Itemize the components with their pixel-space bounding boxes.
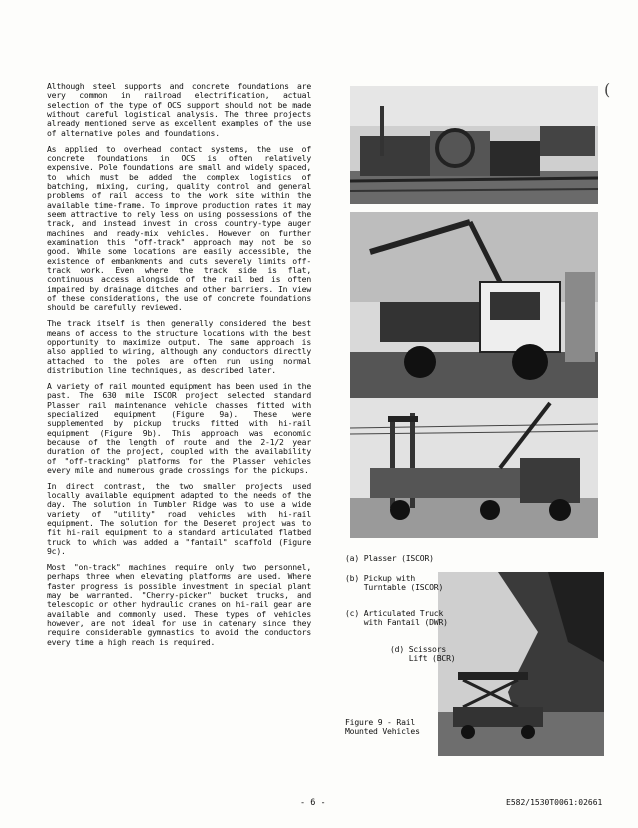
margin-mark: ( [604,80,611,99]
paragraph-1: Although steel supports and concrete foundations are very common in railroad electrification, actual selection of the type of OCS support should not be made without careful logistical analysis. The three projects already mentioned serve as excellent examples of the use of alternative poles and foundations. [47,81,311,138]
photo-articulated-truck [350,398,598,538]
body-text-column [47,82,311,654]
document-id: E582/1530T0061:02661 [506,798,603,807]
caption-d: (d) Scissors Lift (BCR) [390,644,456,664]
paragraph-5: In direct contrast, the two smaller projects used locally available equipment adapted to the needs of the day. The solution in Tumbler Ridge was to use a wide variety of "utility" road vehicles with hi-rail equipment. The solution for the Deseret project was to fit hi-rail equipment to a standard articulated flatbed truck to which was added a "fantail" scaffold (Figure 9c). [47,480,311,557]
figure-title: Figure 9 - Rail Mounted Vehicles [345,717,420,737]
caption-c: (c) Articulated Truck with Fantail (DWR) [345,608,448,628]
photo-scissors-lift [438,572,604,756]
photo-plasser-vehicle [350,86,598,204]
paragraph-6: Most "on-track" machines require only two personnel, perhaps three when elevating platforms are used. Where faster progress is possible investment in special plant may be warranted. "Cherry-picker" bucket trucks, and telescopic or other hydraulic cranes on hi-rail gear are available and commonly used. These types of vehicles however, are not ideal for use in catenary since they require considerable gymnastics to avoid the conductors every time a high reach is required. [47,562,311,647]
caption-a: (a) Plasser (ISCOR) [345,553,434,563]
photo-pickup-turntable [350,212,598,398]
paragraph-4: A variety of rail mounted equipment has been used in the past. The 630 mile ISCOR project selected standard Plasser rail maintenance vehicle chasses fitted with specialized equipment (Figure 9a). These were supplemented by pickup trucks fitted with hi-rail equipment (Figure 9b). This approach was economic because of the length of route and the 2-1/2 year duration of the project, coupled with the availability of "off-tracking" platforms for the Plasser vehicles every mile and numerous grade crossings for the pickups. [47,380,311,475]
paragraph-2: As applied to overhead contact systems, the use of concrete foundations in OCS is often relatively expensive. Pole foundations are small and widely spaced, to which must be added the complex logistics of batching, mixing, curing, quality control and general problems of rail access to the work site within the available time-frame. To improve production rates it may seem attractive to rely less on using possessions of the track, and instead invest in cross country-type auger machines and ready-mix vehicles. However on further examination this "off-track" approach may not be so good. While some locations are easily accessible, the existence of embankments and cuts severely limits off-track work. Even where the track side is flat, continuous access alongside of the rail bed is often impaired by drainage ditches and other barriers. In view of these considerations, the use of concrete foundations should be carefully reviewed. [47,143,311,313]
page-number: - 6 - [300,798,326,808]
caption-b: (b) Pickup with Turntable (ISCOR) [345,573,444,593]
paragraph-3: The track itself is then generally considered the best means of access to the structure locations with the best opportunity to maximize output. The same approach is also applied to wiring, although any conductors directly attached to the poles are often run using normal distribution line techniques, as described later. [47,318,311,375]
